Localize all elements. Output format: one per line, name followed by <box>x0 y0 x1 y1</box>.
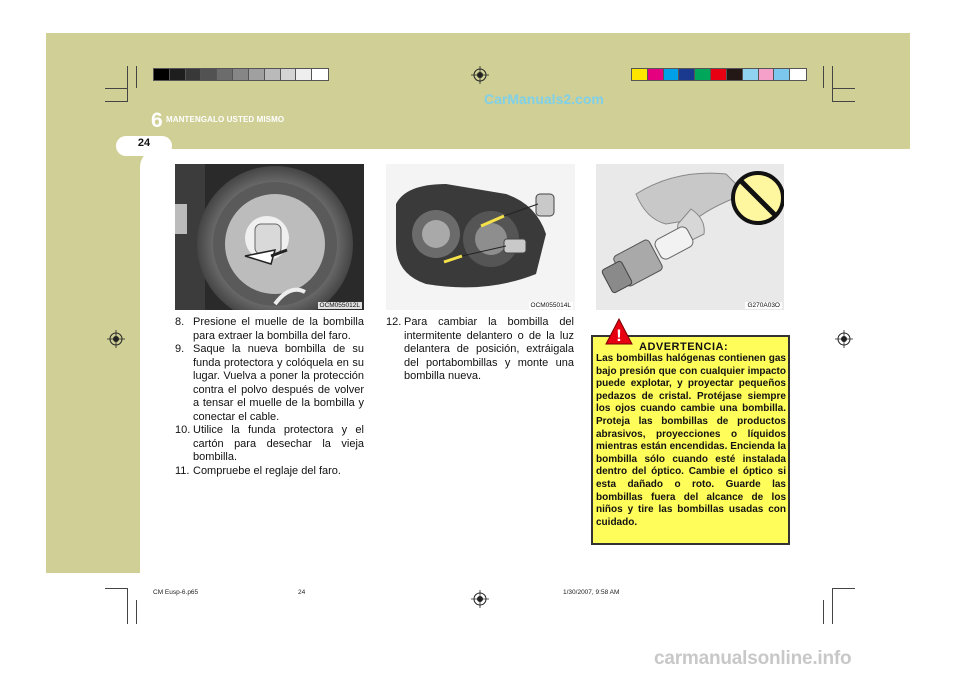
step-text: Saque la nueva bombilla de su funda protectora y colóquela en su lugar. Vuelva a poner la protección contra el polvo después de volver a tensar el muelle de la bombilla y conectar el cable. <box>193 343 364 423</box>
warning-triangle-icon <box>605 318 633 346</box>
crop-mark <box>833 101 855 102</box>
step-11 <box>175 465 364 479</box>
step-number: 12. <box>386 316 402 328</box>
color-calibration-bar <box>631 68 807 81</box>
image-code: OCM055012L <box>319 302 360 309</box>
crop-mark <box>127 588 128 624</box>
crop-mark <box>105 88 127 89</box>
step-12 <box>386 316 574 384</box>
warning-title: ADVERTENCIA: <box>639 341 729 353</box>
calibration-swatch <box>759 69 775 80</box>
calibration-swatch <box>217 69 233 80</box>
image-code: G270A03O <box>747 302 780 309</box>
crop-mark <box>833 588 855 589</box>
step-10 <box>175 424 364 465</box>
calibration-swatch <box>648 69 664 80</box>
crop-mark <box>823 600 824 624</box>
crop-mark <box>833 88 855 89</box>
footer-filename: CM Eusp-6.p65 <box>153 589 199 596</box>
crop-mark <box>105 588 127 589</box>
crop-mark <box>136 600 137 624</box>
calibration-swatch <box>186 69 202 80</box>
calibration-swatch <box>727 69 743 80</box>
calibration-swatch <box>281 69 297 80</box>
calibration-swatch <box>233 69 249 80</box>
calibration-swatch <box>201 69 217 80</box>
step-text: Presione el muelle de la bombilla para extraer la bombilla del faro. <box>193 316 364 342</box>
step-number: 10. <box>175 424 191 436</box>
headlamp-assembly-illustration <box>386 164 575 310</box>
image-code: OCM055014L <box>530 302 571 309</box>
headlamp-assembly-photo <box>386 164 575 310</box>
chapter-title: MANTENGALO USTED MISMO <box>166 115 285 124</box>
warning-text: Las bombillas halógenas contienen gas bajo presión que con cualquier impacto puede explotar, y proyectar pequeños pedazos de cristal. Protéjase siempre los ojos cuando cambie una bombilla. Proteja las bombillas de productos abrasivos, proyecciones o líquidos mientras están encendidas. Encienda la bombilla sólo cuando esté instalada dentro del óptico. Cambie el óptico si esta dañado o roto. Guarde las bombillas fuera del alcance de los niños y tire las bombillas usadas con cuidado. <box>596 353 786 528</box>
calibration-swatch <box>664 69 680 80</box>
footer-date: 1/30/2007, 9:58 AM <box>563 589 620 596</box>
page-number: 24 <box>137 137 151 149</box>
step-text: Para cambiar la bombilla del intermitente delantero o de la luz delantera de posición, extráigala del portabombillas y monte una bombilla nueva. <box>404 316 574 382</box>
calibration-swatch <box>154 69 170 80</box>
headlamp-bulb-illustration <box>175 164 364 310</box>
step-8 <box>175 316 364 343</box>
calibration-swatch <box>679 69 695 80</box>
headlamp-bulb-photo <box>175 164 364 310</box>
registration-target-icon <box>107 330 125 348</box>
calibration-swatch <box>743 69 759 80</box>
registration-target-icon <box>471 590 489 608</box>
step-text: Utilice la funda protectora y el cartón para desechar la vieja bombilla. <box>193 424 364 463</box>
prohibited-icon <box>728 168 784 228</box>
calibration-swatch <box>774 69 790 80</box>
crop-mark <box>127 66 128 102</box>
calibration-swatch <box>249 69 265 80</box>
halogen-bulb-photo <box>596 164 784 310</box>
gray-calibration-bar <box>153 68 329 81</box>
left-instructions <box>175 316 364 478</box>
step-number: 11. <box>175 464 190 477</box>
step-9 <box>175 343 364 424</box>
crop-mark <box>832 66 833 102</box>
middle-instructions <box>386 316 574 384</box>
calibration-swatch <box>632 69 648 80</box>
crop-mark <box>823 66 824 88</box>
crop-mark <box>136 66 137 88</box>
registration-target-icon <box>471 66 489 84</box>
warning-box <box>591 335 790 545</box>
site-watermark[interactable]: carmanualsonline.info <box>654 648 852 669</box>
chapter-number: 6 <box>151 109 163 132</box>
footer-page: 24 <box>298 589 306 596</box>
crop-mark <box>832 588 833 624</box>
calibration-swatch <box>265 69 281 80</box>
calibration-swatch <box>711 69 727 80</box>
calibration-swatch <box>170 69 186 80</box>
step-text: Compruebe el reglaje del faro. <box>193 464 341 477</box>
crop-mark <box>105 101 127 102</box>
calibration-swatch <box>296 69 312 80</box>
registration-target-icon <box>835 330 853 348</box>
calibration-swatch <box>695 69 711 80</box>
svg-text:!: ! <box>616 326 622 345</box>
top-watermark[interactable]: CarManuals2.com <box>484 91 604 107</box>
step-number: 9. <box>175 343 185 355</box>
calibration-swatch <box>312 69 328 80</box>
step-number: 8. <box>175 316 185 328</box>
calibration-swatch <box>790 69 806 80</box>
